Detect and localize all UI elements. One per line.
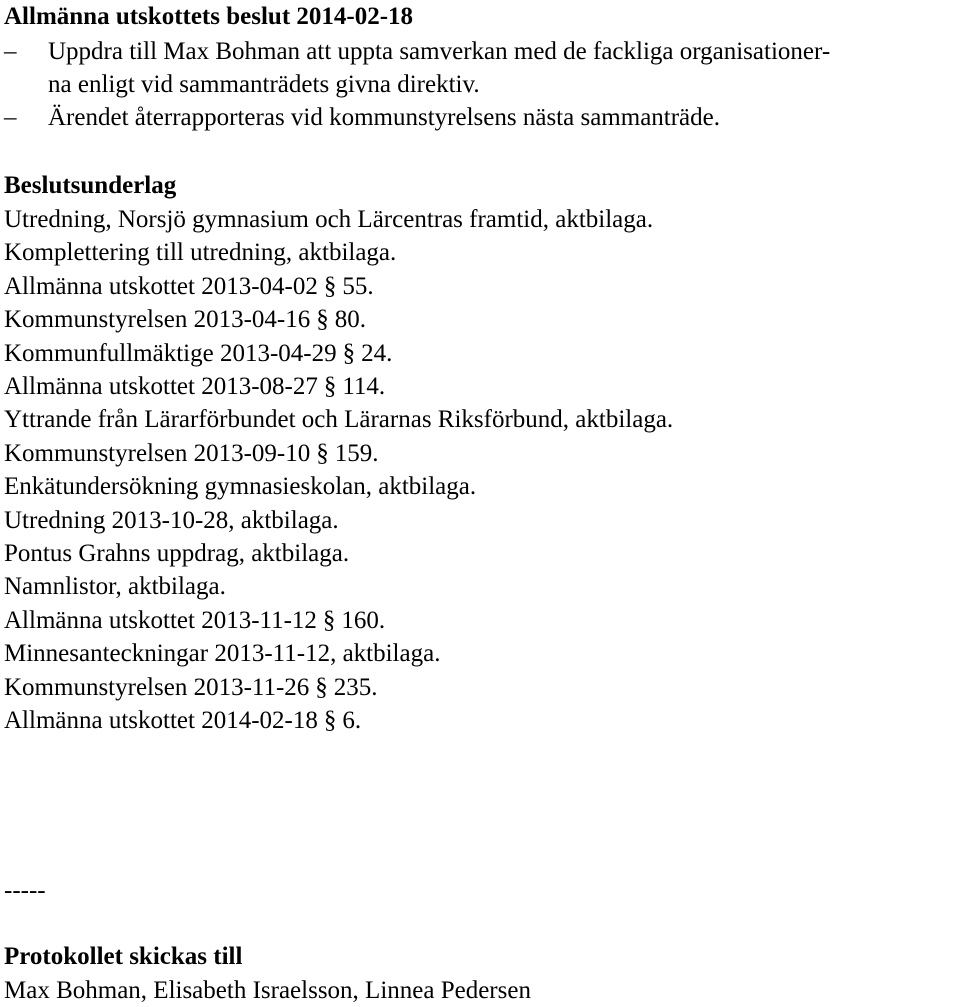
paragraph-symbol: § [323,373,337,400]
paragraph-number: 160. [341,607,386,634]
basis-item-text: Utredning, Norsjö gymnasium och Lärcentras framtid, aktbilaga. [4,206,654,233]
decision-item-text [48,35,958,101]
basis-item [4,570,226,603]
basis-item [4,337,392,370]
basis-item-text: Kommunstyrelsen 2013-11-26 [4,674,310,701]
decision-item-line: Uppdra till Max Bohman att uppta samverkan med de fackliga organisationer- [48,38,831,65]
separator: ----- [4,877,46,904]
dash-bullet: – [4,38,17,65]
basis-item-text: Allmänna utskottet 2014-02-18 [4,707,318,734]
paragraph-number: 24. [361,340,393,367]
basis-item [4,504,339,537]
paragraph-number: 6. [342,707,362,734]
paragraph-symbol: § [322,607,336,634]
paragraph-symbol: § [315,674,328,701]
paragraph-symbol: § [342,340,356,367]
basis-item-text: Kommunstyrelsen 2013-09-10 [4,440,311,467]
paragraph-number: 235. [333,674,378,701]
basis-item-text: Namnlistor, aktbilaga. [4,573,226,600]
paragraph-number: 159. [334,440,379,467]
basis-item [4,403,673,436]
distribution-recipients: Max Bohman, Elisabeth Israelsson, Linnea Pedersen [4,977,531,1004]
dash-bullet: – [4,104,17,131]
paragraph-symbol: § [323,707,337,734]
basis-item [4,537,349,570]
basis-item-text: Minnesanteckningar 2013-11-12, aktbilaga. [4,640,441,667]
basis-item [4,370,385,403]
paragraph-symbol: § [316,440,329,467]
basis-item [4,437,378,470]
distribution-heading: Protokollet skickas till [4,943,243,970]
basis-heading: Beslutsunderlag [4,172,177,199]
paragraph-number: 55. [342,273,374,300]
basis-item [4,236,396,269]
decision-item-text [48,101,958,134]
paragraph-symbol: § [316,306,329,333]
basis-item [4,604,385,637]
basis-item [4,303,366,336]
basis-item [4,704,361,737]
paragraph-symbol: § [323,273,337,300]
paragraph-number: 80. [334,306,366,333]
basis-item-text: Kommunfullmäktige 2013-04-29 [4,340,337,367]
basis-item [4,671,378,704]
basis-item-text: Pontus Grahns uppdrag, aktbilaga. [4,540,350,567]
decision-heading: Allmänna utskottets beslut 2014-02-18 [4,3,414,30]
basis-item [4,470,476,503]
basis-item [4,203,653,236]
basis-item-text: Yttrande från Lärarförbundet och Lärarnas Riksförbund, aktbilaga. [4,406,674,433]
basis-item [4,270,374,303]
paragraph-number: 114. [342,373,386,400]
basis-item-text: Utredning 2013-10-28, aktbilaga. [4,507,339,534]
basis-item-text: Komplettering till utredning, aktbilaga. [4,239,397,266]
decision-item-line: na enligt vid sammanträdets givna direktiv. [48,71,480,98]
basis-item-text: Allmänna utskottet 2013-04-02 [4,273,318,300]
decision-item-line: Ärendet återrapporteras vid kommunstyrelsens nästa sammanträde. [48,104,720,131]
basis-item-text: Allmänna utskottet 2013-08-27 [4,373,318,400]
basis-item [4,637,440,670]
basis-item-text: Kommunstyrelsen 2013-04-16 [4,306,311,333]
basis-item-text: Allmänna utskottet 2013-11-12 [4,607,317,634]
basis-item-text: Enkätundersökning gymnasieskolan, aktbilaga. [4,473,477,500]
